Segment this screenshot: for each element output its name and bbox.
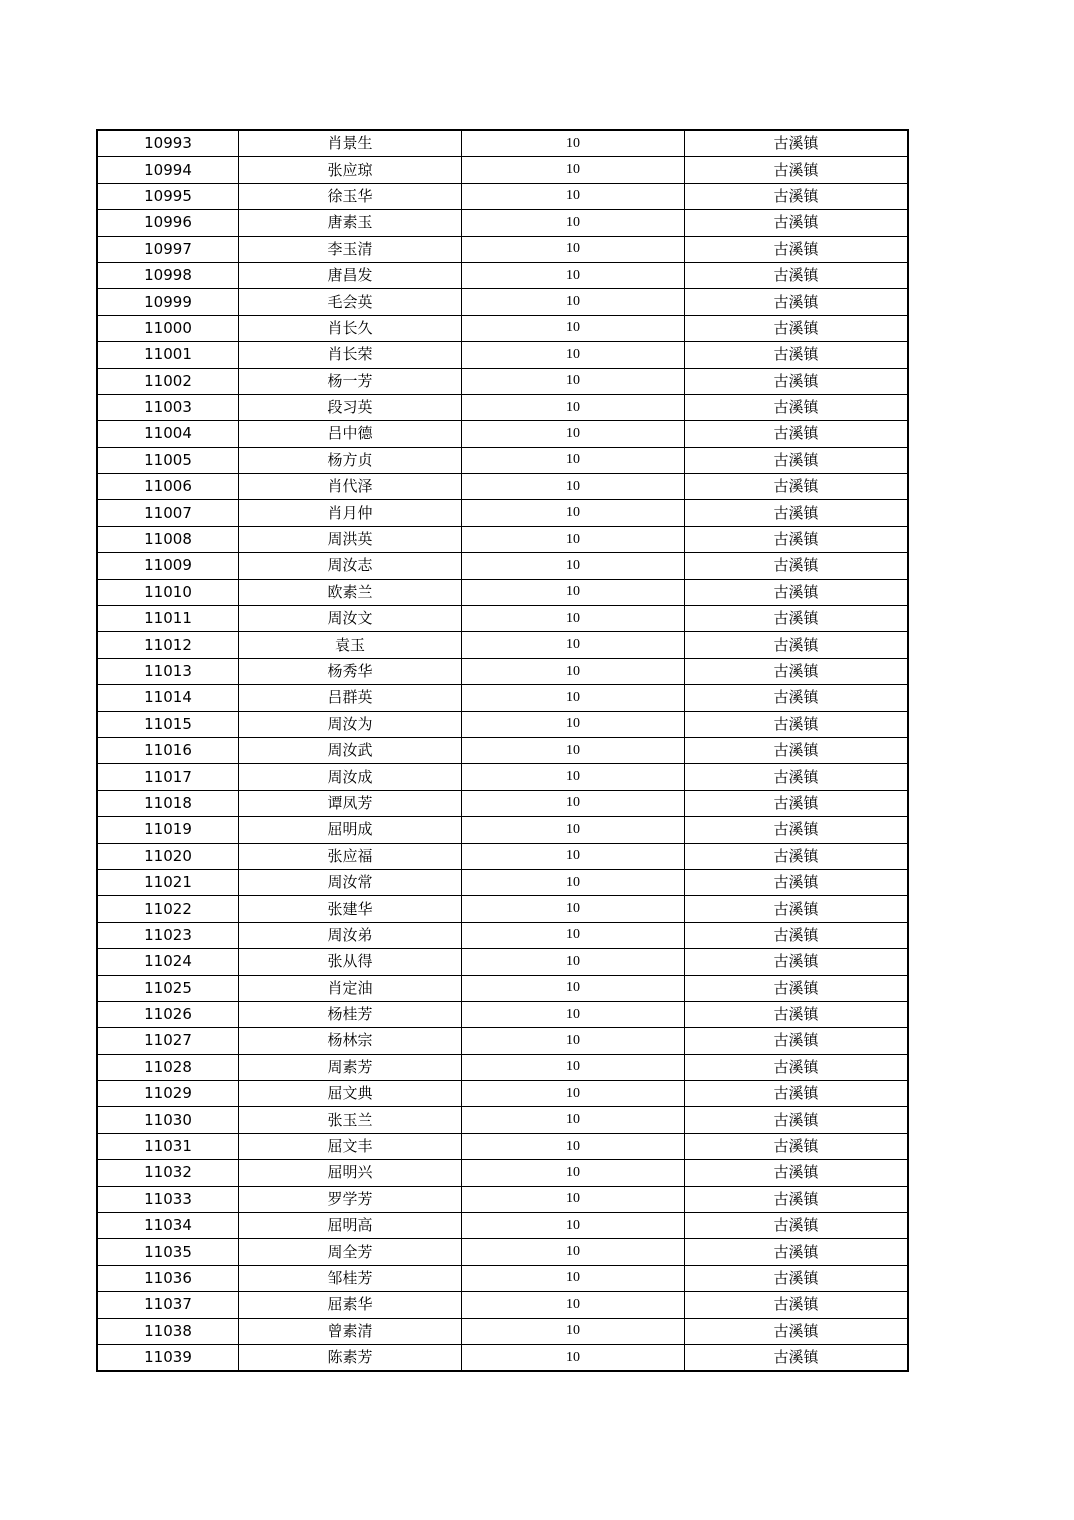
row-id-cell: 11002 bbox=[97, 368, 239, 394]
row-town-cell: 古溪镇 bbox=[685, 790, 909, 816]
row-name-cell: 屈明成 bbox=[239, 817, 462, 843]
row-name-cell: 李玉清 bbox=[239, 236, 462, 262]
row-amount-cell: 10 bbox=[462, 553, 685, 579]
row-town-cell: 古溪镇 bbox=[685, 1292, 909, 1318]
row-name-cell: 陈素芳 bbox=[239, 1344, 462, 1371]
table-row bbox=[97, 606, 908, 632]
row-id-cell: 11026 bbox=[97, 1001, 239, 1027]
row-amount-cell: 10 bbox=[462, 1107, 685, 1133]
row-town-cell: 古溪镇 bbox=[685, 1054, 909, 1080]
row-name-cell: 罗学芳 bbox=[239, 1186, 462, 1212]
row-name-cell: 杨秀华 bbox=[239, 658, 462, 684]
table-row bbox=[97, 368, 908, 394]
row-name-cell: 欧素兰 bbox=[239, 579, 462, 605]
table-row bbox=[97, 1054, 908, 1080]
table-row bbox=[97, 579, 908, 605]
row-amount-cell: 10 bbox=[462, 843, 685, 869]
row-name-cell: 唐昌发 bbox=[239, 262, 462, 288]
row-id-cell: 11000 bbox=[97, 315, 239, 341]
table-row bbox=[97, 526, 908, 552]
table-row bbox=[97, 394, 908, 420]
row-amount-cell: 10 bbox=[462, 447, 685, 473]
table-row bbox=[97, 1318, 908, 1344]
table-row bbox=[97, 1001, 908, 1027]
row-id-cell: 11037 bbox=[97, 1292, 239, 1318]
row-id-cell: 11006 bbox=[97, 474, 239, 500]
row-id-cell: 10993 bbox=[97, 130, 239, 157]
row-town-cell: 古溪镇 bbox=[685, 843, 909, 869]
table-row bbox=[97, 1344, 908, 1371]
row-amount-cell: 10 bbox=[462, 896, 685, 922]
row-name-cell: 杨桂芳 bbox=[239, 1001, 462, 1027]
row-name-cell: 段习英 bbox=[239, 394, 462, 420]
table-row bbox=[97, 315, 908, 341]
row-town-cell: 古溪镇 bbox=[685, 711, 909, 737]
row-name-cell: 张从得 bbox=[239, 949, 462, 975]
table-row bbox=[97, 421, 908, 447]
row-name-cell: 周素芳 bbox=[239, 1054, 462, 1080]
row-amount-cell: 10 bbox=[462, 1344, 685, 1371]
row-id-cell: 11039 bbox=[97, 1344, 239, 1371]
row-amount-cell: 10 bbox=[462, 790, 685, 816]
row-id-cell: 11036 bbox=[97, 1265, 239, 1291]
row-name-cell: 周全芳 bbox=[239, 1239, 462, 1265]
row-town-cell: 古溪镇 bbox=[685, 975, 909, 1001]
row-amount-cell: 10 bbox=[462, 1265, 685, 1291]
row-amount-cell: 10 bbox=[462, 711, 685, 737]
table-row bbox=[97, 975, 908, 1001]
row-name-cell: 毛会英 bbox=[239, 289, 462, 315]
row-name-cell: 周汝常 bbox=[239, 869, 462, 895]
row-town-cell: 古溪镇 bbox=[685, 500, 909, 526]
table-row bbox=[97, 1239, 908, 1265]
row-id-cell: 11032 bbox=[97, 1160, 239, 1186]
row-id-cell: 11009 bbox=[97, 553, 239, 579]
row-id-cell: 11019 bbox=[97, 817, 239, 843]
row-town-cell: 古溪镇 bbox=[685, 368, 909, 394]
table-row bbox=[97, 685, 908, 711]
row-amount-cell: 10 bbox=[462, 315, 685, 341]
row-id-cell: 11016 bbox=[97, 737, 239, 763]
row-name-cell: 周汝为 bbox=[239, 711, 462, 737]
table-row bbox=[97, 1292, 908, 1318]
row-town-cell: 古溪镇 bbox=[685, 869, 909, 895]
row-id-cell: 11008 bbox=[97, 526, 239, 552]
row-id-cell: 11027 bbox=[97, 1028, 239, 1054]
row-id-cell: 10997 bbox=[97, 236, 239, 262]
row-amount-cell: 10 bbox=[462, 394, 685, 420]
row-name-cell: 张应琼 bbox=[239, 157, 462, 183]
row-id-cell: 11029 bbox=[97, 1081, 239, 1107]
row-id-cell: 11011 bbox=[97, 606, 239, 632]
table-row bbox=[97, 1081, 908, 1107]
row-amount-cell: 10 bbox=[462, 658, 685, 684]
row-name-cell: 周汝弟 bbox=[239, 922, 462, 948]
row-town-cell: 古溪镇 bbox=[685, 130, 909, 157]
row-town-cell: 古溪镇 bbox=[685, 421, 909, 447]
row-name-cell: 邹桂芳 bbox=[239, 1265, 462, 1291]
row-town-cell: 古溪镇 bbox=[685, 1081, 909, 1107]
row-id-cell: 11025 bbox=[97, 975, 239, 1001]
row-amount-cell: 10 bbox=[462, 737, 685, 763]
row-id-cell: 11028 bbox=[97, 1054, 239, 1080]
row-amount-cell: 10 bbox=[462, 210, 685, 236]
row-id-cell: 11012 bbox=[97, 632, 239, 658]
row-town-cell: 古溪镇 bbox=[685, 315, 909, 341]
row-name-cell: 肖代泽 bbox=[239, 474, 462, 500]
row-amount-cell: 10 bbox=[462, 632, 685, 658]
row-town-cell: 古溪镇 bbox=[685, 1265, 909, 1291]
row-town-cell: 古溪镇 bbox=[685, 262, 909, 288]
row-id-cell: 11013 bbox=[97, 658, 239, 684]
row-id-cell: 11017 bbox=[97, 764, 239, 790]
table-row bbox=[97, 183, 908, 209]
table-row bbox=[97, 130, 908, 157]
table-row bbox=[97, 500, 908, 526]
row-amount-cell: 10 bbox=[462, 1133, 685, 1159]
row-amount-cell: 10 bbox=[462, 1186, 685, 1212]
row-town-cell: 古溪镇 bbox=[685, 342, 909, 368]
table-row bbox=[97, 843, 908, 869]
row-town-cell: 古溪镇 bbox=[685, 1028, 909, 1054]
row-town-cell: 古溪镇 bbox=[685, 949, 909, 975]
table-row bbox=[97, 1265, 908, 1291]
row-town-cell: 古溪镇 bbox=[685, 658, 909, 684]
row-id-cell: 11023 bbox=[97, 922, 239, 948]
row-town-cell: 古溪镇 bbox=[685, 236, 909, 262]
row-name-cell: 周汝成 bbox=[239, 764, 462, 790]
row-name-cell: 屈明高 bbox=[239, 1213, 462, 1239]
roster-body bbox=[97, 130, 908, 1371]
row-amount-cell: 10 bbox=[462, 817, 685, 843]
row-town-cell: 古溪镇 bbox=[685, 764, 909, 790]
row-town-cell: 古溪镇 bbox=[685, 606, 909, 632]
row-id-cell: 10998 bbox=[97, 262, 239, 288]
row-town-cell: 古溪镇 bbox=[685, 737, 909, 763]
row-town-cell: 古溪镇 bbox=[685, 183, 909, 209]
row-name-cell: 张应福 bbox=[239, 843, 462, 869]
row-name-cell: 杨方贞 bbox=[239, 447, 462, 473]
row-amount-cell: 10 bbox=[462, 526, 685, 552]
row-town-cell: 古溪镇 bbox=[685, 685, 909, 711]
row-name-cell: 吕群英 bbox=[239, 685, 462, 711]
row-town-cell: 古溪镇 bbox=[685, 1001, 909, 1027]
row-town-cell: 古溪镇 bbox=[685, 632, 909, 658]
table-row bbox=[97, 949, 908, 975]
row-name-cell: 周汝志 bbox=[239, 553, 462, 579]
row-town-cell: 古溪镇 bbox=[685, 1133, 909, 1159]
table-row bbox=[97, 632, 908, 658]
table-row bbox=[97, 1028, 908, 1054]
row-id-cell: 11005 bbox=[97, 447, 239, 473]
roster-sheet bbox=[96, 129, 905, 1372]
row-amount-cell: 10 bbox=[462, 764, 685, 790]
table-row bbox=[97, 342, 908, 368]
row-amount-cell: 10 bbox=[462, 157, 685, 183]
row-id-cell: 11003 bbox=[97, 394, 239, 420]
row-town-cell: 古溪镇 bbox=[685, 1186, 909, 1212]
table-row bbox=[97, 553, 908, 579]
row-town-cell: 古溪镇 bbox=[685, 157, 909, 183]
table-row bbox=[97, 236, 908, 262]
row-town-cell: 古溪镇 bbox=[685, 579, 909, 605]
table-row bbox=[97, 262, 908, 288]
row-name-cell: 屈明兴 bbox=[239, 1160, 462, 1186]
row-name-cell: 杨一芳 bbox=[239, 368, 462, 394]
table-row bbox=[97, 658, 908, 684]
row-id-cell: 11031 bbox=[97, 1133, 239, 1159]
row-id-cell: 11021 bbox=[97, 869, 239, 895]
row-town-cell: 古溪镇 bbox=[685, 289, 909, 315]
row-id-cell: 11015 bbox=[97, 711, 239, 737]
table-row bbox=[97, 1213, 908, 1239]
table-row bbox=[97, 817, 908, 843]
row-id-cell: 10994 bbox=[97, 157, 239, 183]
table-row bbox=[97, 790, 908, 816]
row-id-cell: 10999 bbox=[97, 289, 239, 315]
table-row bbox=[97, 737, 908, 763]
row-name-cell: 肖月仲 bbox=[239, 500, 462, 526]
row-amount-cell: 10 bbox=[462, 130, 685, 157]
row-amount-cell: 10 bbox=[462, 262, 685, 288]
row-id-cell: 10995 bbox=[97, 183, 239, 209]
row-name-cell: 谭凤芳 bbox=[239, 790, 462, 816]
row-amount-cell: 10 bbox=[462, 368, 685, 394]
row-id-cell: 11035 bbox=[97, 1239, 239, 1265]
row-amount-cell: 10 bbox=[462, 1292, 685, 1318]
row-amount-cell: 10 bbox=[462, 1239, 685, 1265]
table-row bbox=[97, 447, 908, 473]
row-amount-cell: 10 bbox=[462, 975, 685, 1001]
row-id-cell: 11018 bbox=[97, 790, 239, 816]
row-amount-cell: 10 bbox=[462, 949, 685, 975]
row-town-cell: 古溪镇 bbox=[685, 922, 909, 948]
row-amount-cell: 10 bbox=[462, 289, 685, 315]
row-name-cell: 徐玉华 bbox=[239, 183, 462, 209]
row-town-cell: 古溪镇 bbox=[685, 817, 909, 843]
row-name-cell: 肖景生 bbox=[239, 130, 462, 157]
row-amount-cell: 10 bbox=[462, 869, 685, 895]
row-amount-cell: 10 bbox=[462, 236, 685, 262]
row-name-cell: 屈素华 bbox=[239, 1292, 462, 1318]
row-name-cell: 曾素清 bbox=[239, 1318, 462, 1344]
table-row bbox=[97, 289, 908, 315]
row-name-cell: 肖定油 bbox=[239, 975, 462, 1001]
row-town-cell: 古溪镇 bbox=[685, 474, 909, 500]
row-town-cell: 古溪镇 bbox=[685, 553, 909, 579]
row-amount-cell: 10 bbox=[462, 1160, 685, 1186]
table-row bbox=[97, 157, 908, 183]
row-name-cell: 肖长久 bbox=[239, 315, 462, 341]
row-amount-cell: 10 bbox=[462, 579, 685, 605]
row-id-cell: 11033 bbox=[97, 1186, 239, 1212]
table-row bbox=[97, 1107, 908, 1133]
row-town-cell: 古溪镇 bbox=[685, 1239, 909, 1265]
row-town-cell: 古溪镇 bbox=[685, 1160, 909, 1186]
row-id-cell: 11024 bbox=[97, 949, 239, 975]
row-amount-cell: 10 bbox=[462, 1213, 685, 1239]
row-id-cell: 11038 bbox=[97, 1318, 239, 1344]
table-row bbox=[97, 210, 908, 236]
table-row bbox=[97, 1186, 908, 1212]
row-town-cell: 古溪镇 bbox=[685, 1318, 909, 1344]
row-id-cell: 11014 bbox=[97, 685, 239, 711]
table-row bbox=[97, 711, 908, 737]
row-amount-cell: 10 bbox=[462, 183, 685, 209]
row-amount-cell: 10 bbox=[462, 1318, 685, 1344]
row-id-cell: 11007 bbox=[97, 500, 239, 526]
row-amount-cell: 10 bbox=[462, 1054, 685, 1080]
row-town-cell: 古溪镇 bbox=[685, 526, 909, 552]
row-amount-cell: 10 bbox=[462, 421, 685, 447]
row-amount-cell: 10 bbox=[462, 342, 685, 368]
row-id-cell: 11004 bbox=[97, 421, 239, 447]
row-name-cell: 杨林宗 bbox=[239, 1028, 462, 1054]
table-row bbox=[97, 1160, 908, 1186]
row-amount-cell: 10 bbox=[462, 1028, 685, 1054]
row-name-cell: 周汝文 bbox=[239, 606, 462, 632]
row-id-cell: 11022 bbox=[97, 896, 239, 922]
row-id-cell: 11001 bbox=[97, 342, 239, 368]
roster-table bbox=[96, 129, 909, 1372]
table-row bbox=[97, 764, 908, 790]
row-town-cell: 古溪镇 bbox=[685, 394, 909, 420]
row-town-cell: 古溪镇 bbox=[685, 1344, 909, 1371]
table-row bbox=[97, 869, 908, 895]
row-name-cell: 肖长荣 bbox=[239, 342, 462, 368]
row-name-cell: 吕中德 bbox=[239, 421, 462, 447]
row-name-cell: 屈文丰 bbox=[239, 1133, 462, 1159]
row-town-cell: 古溪镇 bbox=[685, 1107, 909, 1133]
row-name-cell: 张建华 bbox=[239, 896, 462, 922]
table-row bbox=[97, 922, 908, 948]
row-name-cell: 张玉兰 bbox=[239, 1107, 462, 1133]
row-amount-cell: 10 bbox=[462, 606, 685, 632]
row-town-cell: 古溪镇 bbox=[685, 210, 909, 236]
row-amount-cell: 10 bbox=[462, 685, 685, 711]
row-id-cell: 10996 bbox=[97, 210, 239, 236]
row-id-cell: 11034 bbox=[97, 1213, 239, 1239]
row-id-cell: 11030 bbox=[97, 1107, 239, 1133]
row-name-cell: 周汝武 bbox=[239, 737, 462, 763]
row-town-cell: 古溪镇 bbox=[685, 1213, 909, 1239]
row-amount-cell: 10 bbox=[462, 500, 685, 526]
table-row bbox=[97, 896, 908, 922]
row-amount-cell: 10 bbox=[462, 1001, 685, 1027]
row-town-cell: 古溪镇 bbox=[685, 896, 909, 922]
row-town-cell: 古溪镇 bbox=[685, 447, 909, 473]
row-name-cell: 屈文典 bbox=[239, 1081, 462, 1107]
row-name-cell: 袁玉 bbox=[239, 632, 462, 658]
row-id-cell: 11020 bbox=[97, 843, 239, 869]
row-amount-cell: 10 bbox=[462, 474, 685, 500]
row-name-cell: 周洪英 bbox=[239, 526, 462, 552]
row-amount-cell: 10 bbox=[462, 1081, 685, 1107]
table-row bbox=[97, 1133, 908, 1159]
row-amount-cell: 10 bbox=[462, 922, 685, 948]
row-id-cell: 11010 bbox=[97, 579, 239, 605]
row-name-cell: 唐素玉 bbox=[239, 210, 462, 236]
table-row bbox=[97, 474, 908, 500]
